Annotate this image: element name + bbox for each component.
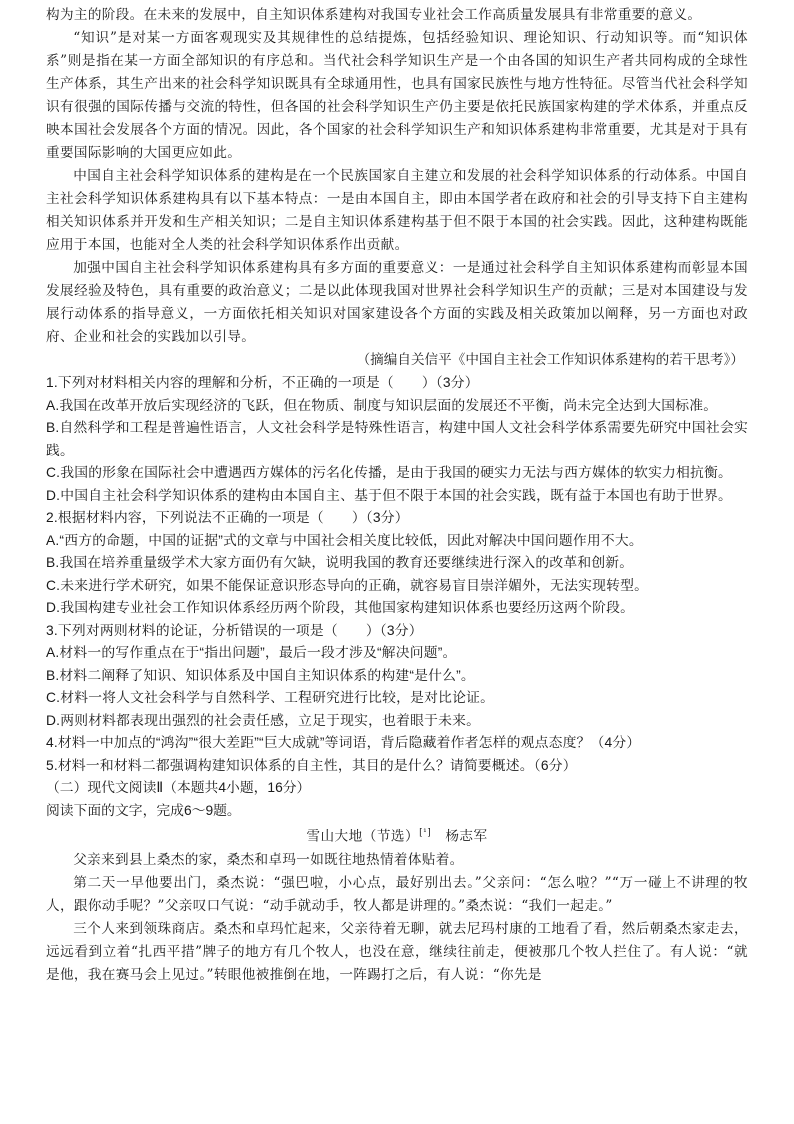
story-title-line [46, 822, 748, 849]
question-3-option-d: D.两则材料都表现出强烈的社会责任感，立足于现实，也着眼于未来。 [46, 712, 481, 728]
question-2: 2.根据材料内容，下列说法不正确的一项是（ ）（3分） [46, 510, 409, 525]
question-3: 3.下列对两则材料的论证，分析错误的一项是（ ）（3分） [46, 622, 423, 638]
question-2-option-a: A.“西方的命题，中国的证据”式的文章与中国社会相关度比较低，因此对解决中国问题作用不大。 [46, 532, 643, 548]
story-author: 杨志军 [445, 828, 488, 845]
question-4: 4.材料一中加点的“鸿沟”“很大差距”“巨大成就”等词语，背后隐藏着作者怎样的观点态度？（4分） [46, 735, 641, 750]
question-1-option-d: D.中国自主社会科学知识体系的建构由本国自主、基于但不限于本国的社会实践，既有益于本国也有助于世界。 [46, 487, 733, 503]
material-paragraph-1: “知识”是对某一方面客观现实及其规律性的总结提炼，包括经验知识、理论知识、行动知识等。而“知识体系”则是指在某一方面全部知识的有序总和。当代社会科学知识生产是一个由各国的知识生产者共同构成的全球性生产体系，其生产出来的社会科学知识既具有全球通用性，也具有国家民族性与地方性特征。尽管当代社会科学知识有很强的国际传播与交流的特性，但各国的社会科学知识生产仍主要是依托民族国家构建的学术体系，并重点反映本国社会发展各个方面的情况。因此，各个国家的社会科学知识生产和知识体系建构非常重要，尤其是对于具有重要国际影响的大国更应如此。 [46, 30, 748, 161]
section-instruction: 阅读下面的文字，完成6～9题。 [46, 802, 241, 818]
material-paragraph-0: 构为主的阶段。在未来的发展中，自主知识体系建构对我国专业社会工作高质量发展具有非常重要的意义。 [46, 7, 702, 23]
question-1-option-b: B.自然科学和工程是普遍性语言，人文社会科学是特殊性语言，构建中国人文社会科学体系需要先研究中国社会实践。 [46, 420, 748, 458]
question-2-option-d: D.我国构建专业社会工作知识体系经历两个阶段，其他国家构建知识体系也要经历这两个阶段。 [46, 600, 635, 615]
question-3-option-b: B.材料二阐释了知识、知识体系及中国自主知识体系的构建“是什么”。 [46, 667, 475, 683]
material-source: （摘编自关信平《中国自主社会工作知识体系建构的若干思考》） [356, 352, 744, 368]
story-paragraph-3: 三个人来到领珠商店。桑杰和卓玛忙起来，父亲待着无聊，就去尼玛村康的工地看了看，然后朝桑杰家走去，远远看到立着“扎西平措”牌子的地方有几个牧人，也没在意，继续往前走，便被那几个牧人拦住了。有人说：“就是他，我在赛马会上见过。”转眼他被推倒在地，一阵踢打之后，有人说：“你先是 [46, 920, 748, 983]
question-2-option-c: C.未来进行学术研究，如果不能保证意识形态导向的正确，就容易盲目崇洋媚外，无法实现转型。 [46, 577, 649, 593]
footnote-marker: [¹] [419, 828, 432, 838]
question-1-option-a: A.我国在改革开放后实现经济的飞跃，但在物质、制度与知识层面的发展还不平衡，尚未完全达到大国标准。 [46, 397, 718, 413]
question-1: 1.下列对材料相关内容的理解和分析，不正确的一项是（ ）（3分） [46, 375, 479, 390]
question-5: 5.材料一和材料二都强调构建知识体系的自主性，其目的是什么？请简要概述。（6分） [46, 757, 577, 773]
section-heading: （二）现代文阅读Ⅱ（本题共4小题，16分） [46, 780, 311, 795]
material-paragraph-3: 加强中国自主社会科学知识体系建构具有多方面的重要意义：一是通过社会科学自主知识体系建构而彰显本国发展经验及特色，具有重要的政治意义；二是以此体现我国对世界社会科学知识生产的贡献；三是对本国建设与发展行动体系的指导意义，一方面依托相关知识对国家建设各个方面的实践及相关政策加以阐释，另一方面也对政府、企业和社会的实践加以引导。 [46, 260, 748, 345]
story-paragraph-2: 第二天一早他要出门，桑杰说：“强巴啦，小心点，最好别出去。”父亲问：“怎么啦？”“万一碰上不讲理的牧人，跟你动手呢？”父亲叹口气说：“动手就动手，牧人都是讲理的。”桑杰说：“我们一起走。” [46, 874, 748, 914]
question-3-option-a: A.材料一的写作重点在于“指出问题”，最后一段才涉及“解决问题”。 [46, 645, 457, 660]
story-paragraph-1: 父亲来到县上桑杰的家，桑杰和卓玛一如既往地热情着体贴着。 [73, 851, 464, 868]
question-3-option-c: C.材料一将人文社会科学与自然科学、工程研究进行比较，是对比论证。 [46, 690, 495, 705]
question-2-option-b: B.我国在培养重量级学术大家方面仍有欠缺，说明我国的教育还要继续进行深入的改革和创新。 [46, 555, 634, 570]
story-title: 雪山大地（节选） [306, 828, 420, 845]
question-1-option-c: C.我国的形象在国际社会中遭遇西方媒体的污名化传播，是由于我国的硬实力无法与西方媒体的软实力相抗衡。 [46, 465, 733, 480]
material-paragraph-2: 中国自主社会科学知识体系的建构是在一个民族国家自主建立和发展的社会科学知识体系的行动体系。中国自主社会科学知识体系建构具有以下基本特点：一是由本国自主，即由本国学者在政府和社会的引导支持下自主建构相关知识体系并开发和生产相关知识；二是自主知识体系建构基于但不限于本国的社会实践。因此，这种建构既能应用于本国，也能对全人类的社会科学知识体系作出贡献。 [46, 168, 748, 253]
